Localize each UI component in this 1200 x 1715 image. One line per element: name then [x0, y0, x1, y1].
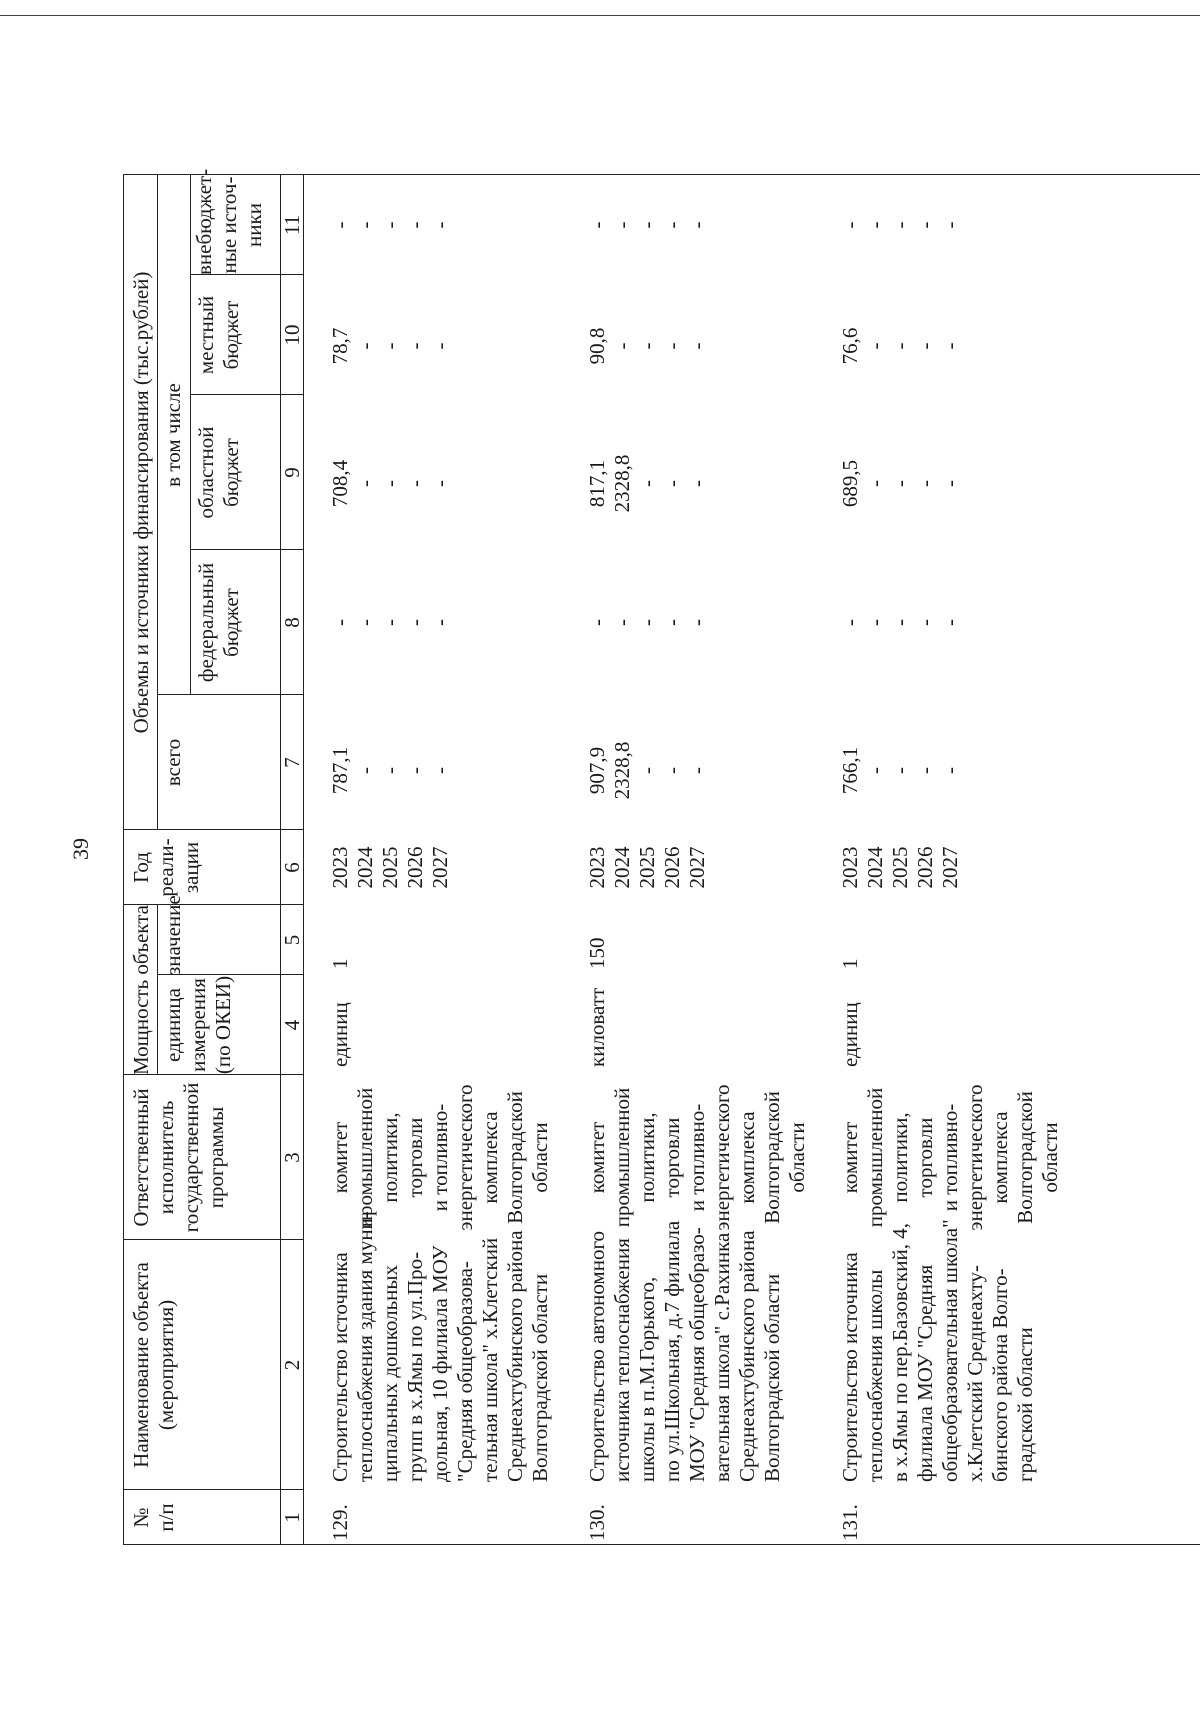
column-number: 10 — [280, 324, 304, 346]
object-name-line: Строительство источника — [328, 1252, 352, 1482]
header-unit-line: (по ОКЕИ) — [211, 975, 235, 1075]
local-values-line: 78,7 — [328, 327, 352, 365]
local-values-line: - — [660, 342, 684, 350]
header-executor — [129, 1075, 229, 1240]
local-values — [585, 301, 710, 391]
federal-values-line: - — [353, 619, 377, 626]
local-values-line: - — [913, 342, 937, 350]
total-values-line: - — [938, 767, 962, 774]
header-executor-line: Ответственный — [129, 1088, 153, 1227]
federal-values-line: - — [610, 619, 634, 626]
federal-values-line: - — [403, 619, 427, 626]
header-regional — [194, 395, 244, 550]
regional-values — [838, 421, 963, 546]
year-list-line: 2023 — [328, 846, 352, 889]
extrabudget-values-line: - — [378, 221, 402, 229]
regional-values-line: - — [888, 480, 912, 487]
total-values — [328, 715, 453, 826]
column-number: 7 — [280, 757, 304, 768]
executor-line: энергетического — [453, 1084, 477, 1231]
object-name-line: Волгоградской области — [760, 1273, 784, 1482]
header-unit-line: единица — [161, 988, 185, 1063]
total-values-line: - — [888, 767, 912, 774]
federal-values-line: - — [585, 619, 609, 626]
year-list-line: 2026 — [913, 846, 937, 889]
local-values-line: - — [863, 342, 887, 350]
executor-line: комитет — [328, 1121, 352, 1194]
regional-values-line: 2328,8 — [610, 454, 634, 513]
header-regional-line: областной — [194, 426, 218, 519]
header-capacity-group: Мощность объекта — [129, 905, 153, 1075]
capacity-unit: единиц — [838, 1002, 862, 1067]
capacity-value: 150 — [585, 937, 609, 969]
header-object-name-line: (мероприятия) — [154, 1299, 178, 1431]
regional-values-line: - — [685, 480, 709, 487]
executor-line: торговли — [913, 1117, 937, 1198]
scan-edge-line — [0, 15, 1200, 16]
executor-line: политики, — [888, 1112, 912, 1203]
year-list-line: 2024 — [610, 846, 634, 889]
total-values — [838, 715, 963, 826]
object-name — [328, 1211, 553, 1482]
column-number: 5 — [280, 934, 304, 946]
capacity-unit: киловатт — [585, 987, 609, 1067]
header-local-line: бюджет — [219, 300, 243, 370]
regional-values-line: - — [378, 480, 402, 487]
regional-values-line: - — [938, 480, 962, 487]
year-list-line: 2027 — [428, 846, 452, 889]
column-number: 2 — [280, 1359, 304, 1371]
header-funding-group: Объемы и источники финансирования (тыс.рублей) — [129, 271, 153, 734]
year-list-line: 2026 — [403, 846, 427, 889]
object-name-line: Строительство автономного — [585, 1230, 609, 1482]
column-number: 8 — [280, 617, 304, 628]
federal-values-line: - — [428, 619, 452, 626]
year-list-line: 2024 — [863, 846, 887, 889]
executor-line: области — [785, 1122, 809, 1193]
object-name-line: ципальных дошкольных — [378, 1265, 402, 1482]
header-extrabudget-line: внебюджет- — [192, 168, 216, 275]
object-name-line: Среднеахтубинского района — [503, 1230, 527, 1482]
executor-line: Волгоградской — [1013, 1091, 1037, 1224]
header-object-name-line: Наименование объекта — [129, 1262, 153, 1468]
header-extrabudget-line: ники — [242, 203, 266, 247]
header-federal-line: федеральный — [194, 562, 218, 683]
regional-values-line: - — [913, 480, 937, 487]
object-name-line: школы в п.М.Горького, — [635, 1276, 659, 1482]
total-values-line: - — [378, 767, 402, 774]
total-values-line: - — [913, 767, 937, 774]
extrabudget-values — [585, 179, 710, 271]
total-values-line: - — [660, 767, 684, 774]
capacity-group-underline — [157, 905, 158, 1075]
header-number — [129, 1490, 179, 1545]
federal-values — [328, 554, 453, 691]
object-name-line: "Средняя общеобразова- — [453, 1261, 477, 1482]
executor — [328, 1077, 553, 1238]
federal-values-line: - — [685, 619, 709, 626]
extrabudget-values-line: - — [328, 221, 352, 229]
executor-line: области — [528, 1122, 552, 1193]
header-local-line: местный — [194, 295, 218, 375]
executor-line: комплекса — [988, 1111, 1012, 1204]
local-values-line: - — [938, 342, 962, 350]
federal-values-line: - — [863, 619, 887, 626]
regional-values-line: - — [660, 480, 684, 487]
row-number: 129. — [328, 1504, 352, 1541]
executor-line: промышленной — [863, 1087, 887, 1228]
year-list-line: 2023 — [585, 846, 609, 889]
year-list-line: 2025 — [378, 846, 402, 889]
regional-values-line: - — [428, 480, 452, 487]
federal-values-line: - — [328, 619, 352, 626]
extrabudget-values-line: - — [585, 221, 609, 229]
object-name-line: Среднеахтубинского района — [735, 1230, 759, 1482]
object-name-line: вательная школа" с.Рахинка — [710, 1232, 734, 1482]
executor-line: торговли — [660, 1117, 684, 1198]
row-number: 131. — [838, 1504, 862, 1541]
executor-line: и топливно- — [428, 1103, 452, 1212]
year-list-line: 2025 — [635, 846, 659, 889]
object-name-line: дольная, 10 филиала МОУ — [428, 1245, 452, 1482]
column-number: 4 — [280, 1019, 304, 1031]
executor-line: промышленной — [353, 1087, 377, 1228]
funding-group-underline — [157, 175, 158, 830]
header-year-line: зации — [179, 841, 203, 894]
local-values-line: - — [403, 342, 427, 350]
executor-line: политики, — [378, 1112, 402, 1203]
extrabudget-values-line: - — [863, 221, 887, 229]
regional-values — [328, 421, 453, 546]
header-year-line: Год — [129, 852, 153, 883]
executor — [838, 1077, 1063, 1238]
header-number-line: № — [129, 1507, 153, 1528]
regional-values-line: 708,4 — [328, 459, 352, 508]
extrabudget-values-line: - — [610, 221, 634, 229]
object-name-line: групп в х.Ямы по ул.Про- — [403, 1251, 427, 1482]
regional-values-line: - — [353, 480, 377, 487]
executor-line: и топливно- — [938, 1103, 962, 1212]
regional-values-line: - — [403, 480, 427, 487]
page-number: 39 — [68, 838, 93, 860]
local-values-line: - — [353, 342, 377, 350]
object-name-line: филиала МОУ "Средняя — [913, 1264, 937, 1482]
object-name — [585, 1220, 785, 1482]
total-values-line: - — [635, 767, 659, 774]
object-name-line: бинского района Волго- — [988, 1268, 1012, 1482]
column-number: 1 — [280, 1512, 304, 1523]
extrabudget-values-line: - — [428, 221, 452, 229]
header-executor-line: исполнитель — [154, 1100, 178, 1215]
extrabudget-values — [838, 179, 963, 271]
regional-values-line: - — [635, 480, 659, 487]
total-values-line: 907,9 — [585, 746, 609, 795]
object-name-line: х.Клетский Среднеахту- — [963, 1265, 987, 1482]
object-name-line: теплоснабжения школы — [863, 1269, 887, 1482]
total-values-line: - — [353, 767, 377, 774]
total-values-line: - — [685, 767, 709, 774]
header-inclusive: в том числе — [161, 383, 185, 487]
local-values-line: 90,8 — [585, 327, 609, 365]
column-number: 6 — [280, 862, 304, 873]
year-list — [838, 834, 963, 901]
extrabudget-values-line: - — [660, 221, 684, 229]
header-extrabudget — [192, 168, 267, 275]
federal-values-line: - — [888, 619, 912, 626]
object-name-line: источника теплоснабжения — [610, 1238, 634, 1482]
extrabudget-values-line: - — [938, 221, 962, 229]
executor-line: области — [1038, 1122, 1062, 1193]
executor-line: комплекса — [735, 1111, 759, 1204]
executor-line: энергетического — [963, 1084, 987, 1231]
federal-values-line: - — [913, 619, 937, 626]
regional-values-line: - — [863, 480, 887, 487]
header-object-name — [129, 1240, 179, 1490]
column-number: 9 — [280, 467, 304, 478]
year-list-line: 2024 — [353, 846, 377, 889]
executor-line: политики, — [635, 1112, 659, 1203]
regional-values — [585, 421, 710, 546]
year-list-line: 2027 — [685, 846, 709, 889]
year-list-line: 2026 — [660, 846, 684, 889]
year-list-line: 2023 — [838, 846, 862, 889]
extrabudget-values-line: - — [635, 221, 659, 229]
federal-values-line: - — [660, 619, 684, 626]
header-total: всего — [161, 738, 185, 787]
inclusive-underline — [190, 175, 191, 695]
federal-values-line: - — [378, 619, 402, 626]
row-number: 130. — [585, 1504, 609, 1541]
header-extrabudget-line: ные источ- — [217, 176, 241, 274]
executor-line: комитет — [585, 1121, 609, 1194]
header-executor-line: программы — [204, 1106, 228, 1209]
local-values-line: - — [610, 342, 634, 350]
extrabudget-values-line: - — [913, 221, 937, 229]
local-values-line: - — [888, 342, 912, 350]
capacity-unit: единиц — [328, 1002, 352, 1067]
object-name-line: МОУ "Средняя общеобразо- — [685, 1227, 709, 1482]
year-list-line: 2025 — [888, 846, 912, 889]
federal-values-line: - — [635, 619, 659, 626]
executor-line: торговли — [403, 1117, 427, 1198]
object-name-line: Волгоградской области — [528, 1273, 552, 1482]
regional-values-line: 817,1 — [585, 459, 609, 508]
executor-line: Волгоградской — [760, 1091, 784, 1224]
executor — [585, 1077, 810, 1238]
year-list-line: 2027 — [938, 846, 962, 889]
total-values-line: - — [428, 767, 452, 774]
header-regional-line: бюджет — [219, 438, 243, 507]
executor-line: Волгоградской — [503, 1091, 527, 1224]
object-name-line: по ул.Школьная, д.7 филиала — [660, 1220, 684, 1482]
object-name-line: градской области — [1013, 1327, 1037, 1482]
local-values — [328, 301, 453, 391]
local-values-line: - — [378, 342, 402, 350]
federal-values — [585, 554, 710, 691]
header-executor-line: государственной — [179, 1082, 203, 1233]
year-list — [328, 834, 453, 901]
local-values-line: - — [635, 342, 659, 350]
header-local — [194, 275, 244, 395]
object-name-line: общеобразовательная школа" — [938, 1219, 962, 1482]
federal-values-line: - — [838, 619, 862, 626]
executor-line: и топливно- — [685, 1103, 709, 1212]
local-values — [838, 301, 963, 391]
total-values-line: 2328,8 — [610, 741, 634, 800]
total-values — [585, 715, 710, 826]
header-year — [129, 830, 204, 905]
header-value: значение — [161, 895, 185, 975]
object-name-line: Строительство источника — [838, 1252, 862, 1482]
extrabudget-values-line: - — [888, 221, 912, 229]
object-name-line: тельная школа" х.Клетский — [478, 1237, 502, 1482]
executor-line: комитет — [838, 1121, 862, 1194]
capacity-value: 1 — [328, 958, 352, 969]
year-list — [585, 834, 710, 901]
capacity-value: 1 — [838, 958, 862, 969]
header-unit — [161, 975, 236, 1075]
header-number-line: п/п — [154, 1503, 178, 1532]
executor-line: промышленной — [610, 1087, 634, 1228]
header-federal — [194, 550, 244, 695]
extrabudget-values-line: - — [685, 221, 709, 229]
executor-line: энергетического — [710, 1084, 734, 1231]
header-federal-line: бюджет — [219, 588, 243, 657]
local-values-line: 76,6 — [838, 327, 862, 365]
object-name-line: теплоснабжения здания муни- — [353, 1211, 377, 1482]
extrabudget-values-line: - — [403, 221, 427, 229]
regional-values-line: 689,5 — [838, 459, 862, 508]
total-values-line: 787,1 — [328, 746, 352, 795]
column-number: 3 — [280, 1152, 304, 1163]
local-values-line: - — [428, 342, 452, 350]
federal-values — [838, 554, 963, 691]
object-name — [838, 1219, 1038, 1482]
extrabudget-values — [328, 179, 453, 271]
header-year-line: реали- — [154, 838, 178, 897]
extrabudget-values-line: - — [838, 221, 862, 229]
total-values-line: - — [863, 767, 887, 774]
extrabudget-values-line: - — [353, 221, 377, 229]
local-values-line: - — [685, 342, 709, 350]
federal-values-line: - — [938, 619, 962, 626]
total-values-line: - — [403, 767, 427, 774]
object-name-line: в х.Ямы по пер.Базовский, 4, — [888, 1223, 912, 1482]
executor-line: комплекса — [478, 1111, 502, 1204]
column-number: 11 — [280, 214, 304, 236]
table-border-top — [123, 175, 124, 1545]
total-values-line: 766,1 — [838, 746, 862, 795]
header-unit-line: измерения — [186, 978, 210, 1072]
